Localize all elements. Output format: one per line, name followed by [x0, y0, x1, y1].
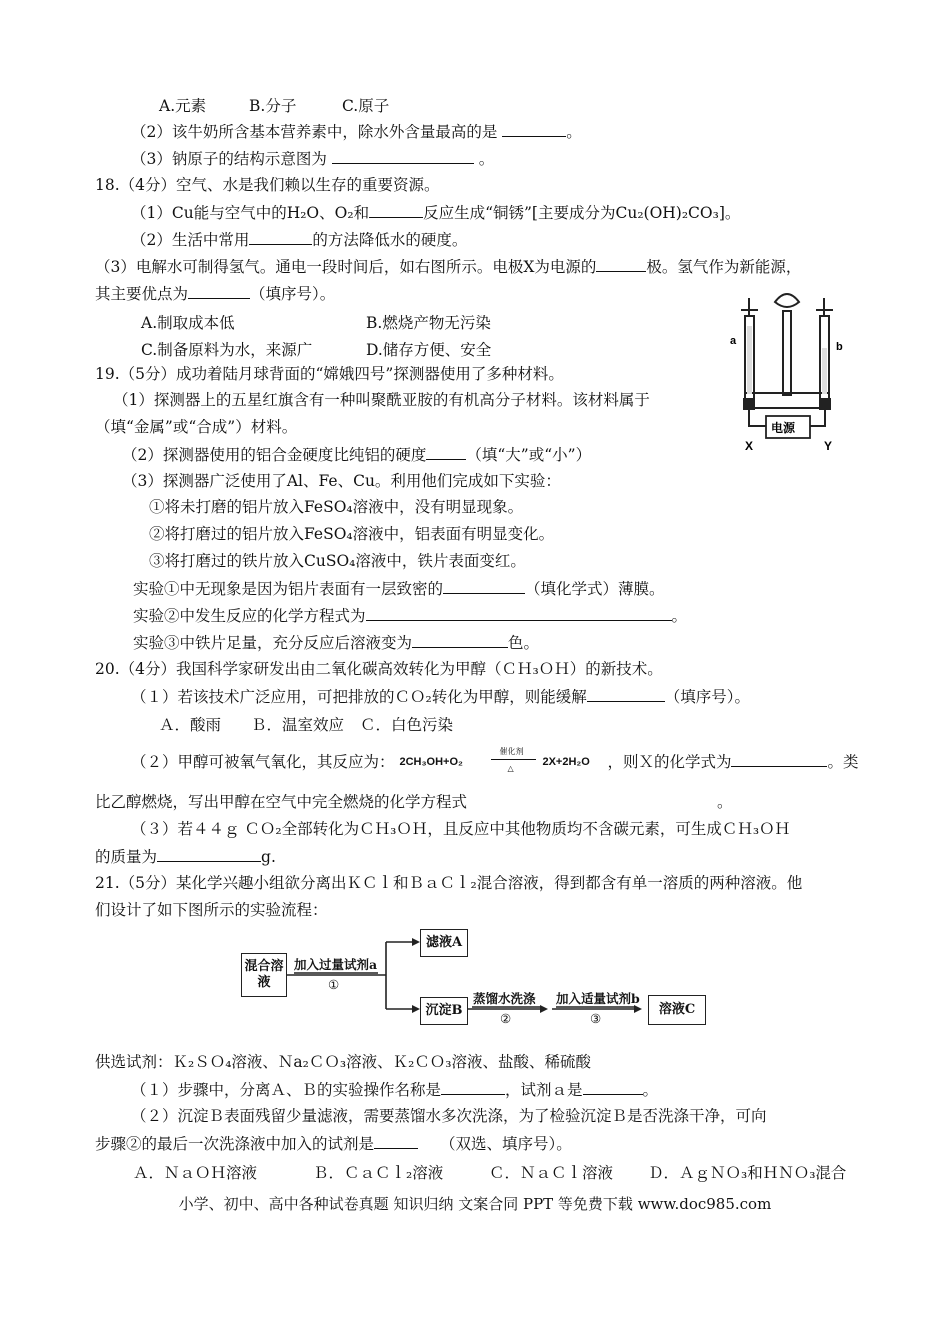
answer-blank[interactable]: [412, 632, 508, 648]
option-c: C.制备原料为水，来源广: [141, 341, 313, 359]
q21-part2: （２）沉淀Ｂ表面残留少量滤液，需要蒸馏水多次洗涤，为了检验沉淀Ｂ是否洗涤干净，可向: [131, 1107, 767, 1125]
electrode-y-label: Y: [824, 439, 833, 453]
q18-part1: （1）Cu能与空气中的H₂O、O₂和 反应生成“铜锈”[主要成分为Cu₂(OH)₂CO₃]。: [131, 204, 741, 222]
solution-c-box: 溶液C: [648, 995, 706, 1025]
flowchart-arrows: [238, 925, 708, 1035]
answer-blank[interactable]: [369, 202, 423, 218]
reaction-arrow: [491, 759, 536, 760]
answer-blank[interactable]: [583, 1079, 643, 1095]
reagent-list: 供选试剂：Ｋ₂ＳＯ₄溶液、Ｎa₂ＣＯ₃溶液、Ｋ₂ＣＯ₃溶液、盐酸、稀硫酸: [95, 1053, 592, 1071]
option-b: B.分子: [249, 97, 297, 115]
catalyst-label: 催化剂: [499, 747, 524, 756]
answer-blank[interactable]: [596, 256, 646, 272]
step2-label: 蒸馏水洗涤: [473, 991, 536, 1006]
experiment-1: ①将未打磨的铝片放入FeSO₄溶液中，没有明显现象。: [149, 498, 524, 516]
electrode-x-label: X: [745, 439, 754, 453]
q21-part2-cont: 步骤②的最后一次洗涤液中加入的试剂是 （双选、填序号）。: [95, 1135, 572, 1153]
q19-stem: 19.（5分）成功着陆月球背面的“嫦娥四号”探测器使用了多种材料。: [95, 365, 564, 383]
answer-blank[interactable]: [441, 1079, 505, 1095]
precipitate-b-box: 沉淀B: [420, 997, 468, 1025]
tube-a-label: a: [730, 335, 737, 347]
q21-stem-cont: 们设计了如下图所示的实验流程：: [95, 901, 328, 919]
step3-number: ③: [590, 1011, 602, 1026]
option-b: Ｂ．ＣａＣｌ₂溶液: [313, 1164, 444, 1182]
option-c: Ｃ．ＮａＣｌ溶液: [489, 1164, 614, 1182]
q20-part2: （２）甲醇可被氧气氧化，其反应为： 2CH₃OH+O₂ 催化剂 △ 2X+2H₂O ，则Ｘ的化学式为 。类: [131, 751, 858, 772]
q21-part1: （１）步骤中，分离Ａ、Ｂ的实验操作名称是 ，试剂ａ是 。: [131, 1081, 659, 1099]
q17-part2: （2）该牛奶所含基本营养素中，除水外含量最高的是 。: [131, 123, 582, 141]
q19-result1: 实验①中无现象是因为铝片表面有一层致密的 （填化学式）薄膜。: [133, 580, 665, 598]
q19-result2: 实验②中发生反应的化学方程式为 。: [133, 607, 688, 625]
q18-stem: 18.（4分）空气、水是我们赖以生存的重要资源。: [95, 176, 440, 194]
q19-part2: （2）探测器使用的铝合金硬度比纯铝的硬度 （填“大”或“小”）: [122, 446, 592, 464]
option-d: Ｄ．ＡｇＮＯ₃和ＨＮＯ₃混合: [648, 1164, 847, 1182]
option-a: Ａ．酸雨: [159, 716, 222, 734]
option-b: B.燃烧产物无污染: [366, 314, 491, 332]
answer-blank[interactable]: [587, 686, 665, 702]
q20-stem: 20.（4分）我国科学家研发出由二氧化碳高效转化为甲醇（ＣＨ₃ＯＨ）的新技术。: [95, 660, 663, 678]
mixed-solution-box: 混合溶液: [241, 953, 287, 997]
answer-blank[interactable]: [157, 846, 261, 862]
page-footer: 小学、初中、高中各种试卷真题 知识归纳 文案合同 PPT 等免费下载 www.doc985.com: [178, 1195, 772, 1213]
answer-blank[interactable]: [374, 1133, 418, 1149]
option-a: A.制取成本低: [141, 314, 235, 332]
filtrate-a-box: 滤液A: [420, 929, 468, 957]
q20-part1: （１）若该技术广泛应用，可把排放的ＣＯ₂转化为甲醇，则能缓解 （填序号）。: [131, 688, 750, 706]
option-a: Ａ．ＮａＯＨ溶液: [133, 1164, 258, 1182]
q20-part3: （３）若４４ｇ ＣＯ₂全部转化为ＣＨ₃ＯＨ，且反应中其他物质均不含碳元素，可生成ＣＨ₃ＯＨ: [131, 820, 791, 838]
option-c: Ｃ．白色污染: [360, 716, 454, 734]
q19-part3: （3）探测器广泛使用了Al、Fe、Cu。利用他们完成如下实验：: [122, 472, 561, 490]
option-d: D.储存方便、安全: [366, 341, 492, 359]
answer-blank[interactable]: [332, 148, 474, 164]
experiment-3: ③将打磨过的铁片放入CuSO₄溶液中，铁片表面变红。: [149, 552, 526, 570]
step1-label: 加入过量试剂a: [294, 957, 378, 972]
answer-blank[interactable]: [249, 229, 312, 245]
q18-part3-cont: 其主要优点为 （填序号）。: [95, 285, 336, 303]
electrolysis-apparatus-figure: [728, 286, 848, 456]
step1-number: ①: [328, 977, 340, 992]
answer-blank[interactable]: [188, 283, 250, 299]
q21-stem: 21.（5分）某化学兴趣小组欲分离出ＫＣｌ和ＢａＣｌ₂混合溶液，得到都含有单一溶质的两种溶液。他: [95, 874, 803, 892]
step2-number: ②: [500, 1011, 512, 1026]
tube-b-label: b: [836, 341, 843, 353]
answer-blank[interactable]: [731, 751, 827, 767]
answer-blank[interactable]: [366, 605, 672, 621]
answer-blank[interactable]: [426, 444, 466, 460]
q18-part3: （3）电解水可制得氢气。通电一段时间后，如右图所示。电极X为电源的 极。氢气作为新能源，: [95, 258, 802, 276]
option-b: Ｂ．温室效应: [251, 716, 345, 734]
option-c: C.原子: [342, 97, 390, 115]
reaction-equation: 2CH₃OH+O₂ 催化剂 △ 2X+2H₂O: [399, 751, 607, 771]
step3-label: 加入适量试剂b: [556, 991, 640, 1006]
q18-part2: （2）生活中常用 的方法降低水的硬度。: [131, 231, 468, 249]
experiment-2: ②将打磨过的铝片放入FeSO₄溶液中，铝表面有明显变化。: [149, 525, 555, 543]
q20-part3-cont: 的质量为 g.: [95, 848, 276, 866]
q19-result3: 实验③中铁片足量，充分反应后溶液变为 色。: [133, 634, 540, 652]
q19-part1: （1）探测器上的五星红旗含有一种叫聚酰亚胺的有机高分子材料。该材料属于: [113, 391, 650, 409]
q20-part2-cont: 比乙醇燃烧，写出甲醇在空气中完全燃烧的化学方程式 。: [95, 793, 733, 811]
power-source-label: 电源: [771, 421, 796, 435]
heat-symbol: △: [507, 764, 514, 773]
answer-blank[interactable]: [443, 578, 525, 594]
answer-blank[interactable]: [502, 121, 566, 137]
option-a: A.元素: [159, 97, 207, 115]
experiment-flowchart: [238, 925, 708, 1035]
q19-part1-cont: （填“金属”或“合成”）材料。: [95, 418, 298, 436]
q17-part3: （3）钠原子的结构示意图为 。: [131, 150, 495, 168]
electrolysis-diagram: [728, 286, 848, 456]
